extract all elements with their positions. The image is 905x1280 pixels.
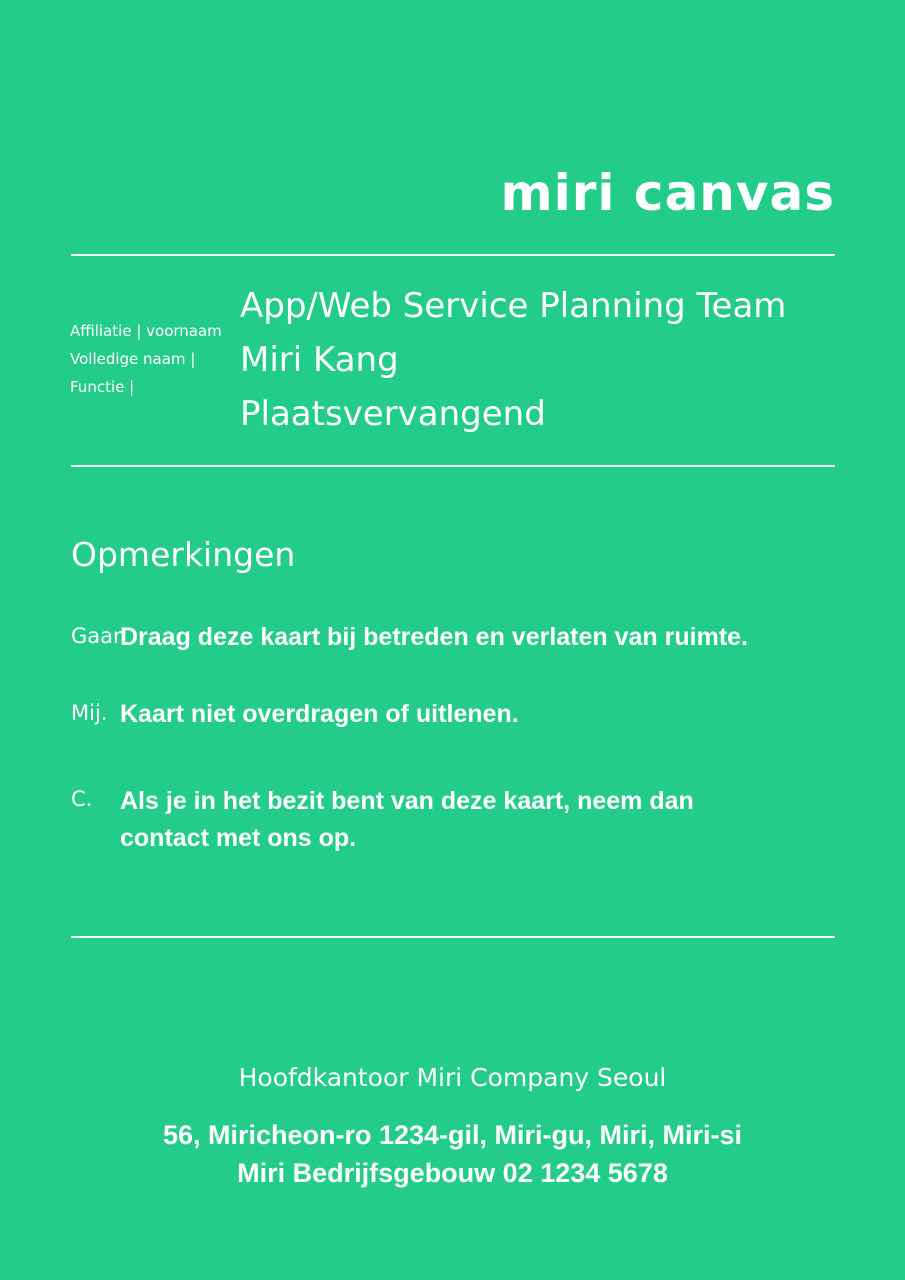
remark-text: Als je in het bezit bent van deze kaart, neem dan contact met ons op.	[120, 787, 694, 852]
remark-marker: C.	[71, 787, 93, 811]
divider	[71, 936, 835, 938]
remark-marker: Mij.	[71, 701, 108, 725]
office-name: Hoofdkantoor Miri Company Seoul	[238, 1063, 667, 1092]
value-affiliation: App/Web Service Planning Team	[240, 286, 787, 326]
label-affiliation: Affiliatie | voornaam	[70, 322, 222, 340]
remark-marker: Gaan	[71, 624, 127, 648]
remark-text: Kaart niet overdragen of uitlenen.	[120, 700, 519, 728]
divider	[71, 254, 835, 256]
address-line-2: Miri Bedrijfsgebouw 02 1234 5678	[237, 1158, 668, 1188]
value-function: Plaatsvervangend	[240, 394, 546, 434]
remark-text: Draag deze kaart bij betreden en verlaten van ruimte.	[120, 623, 749, 651]
value-full-name: Miri Kang	[240, 340, 399, 380]
label-full-name: Volledige naam |	[70, 350, 196, 368]
divider	[71, 465, 835, 467]
logo: miri canvas	[500, 164, 835, 222]
address-line-1: 56, Miricheon-ro 1234-gil, Miri-gu, Miri, Miri-si	[162, 1120, 743, 1150]
remarks-title: Opmerkingen	[71, 535, 296, 574]
label-function: Functie |	[70, 378, 135, 396]
